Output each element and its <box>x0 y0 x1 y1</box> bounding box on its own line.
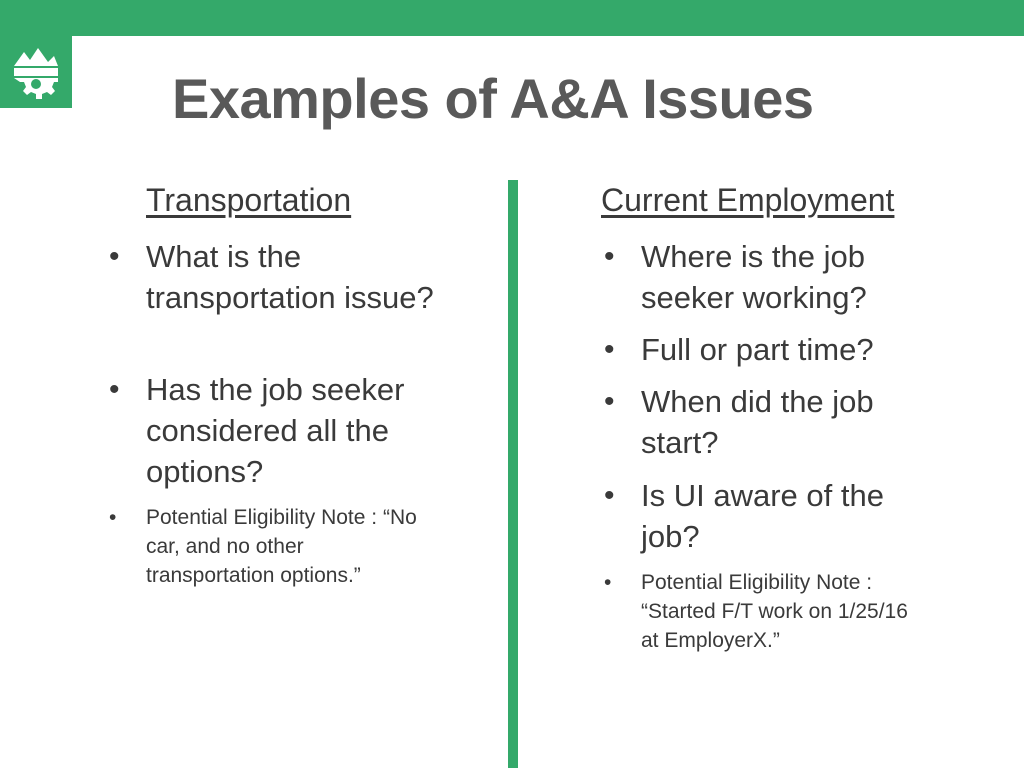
bullet-dot-icon: • <box>604 240 615 273</box>
right-bullet-1-text: Where is the job seeker working? <box>641 239 867 315</box>
right-bullet-4-text: Is UI aware of the job? <box>641 478 884 554</box>
right-bullet-3 <box>604 381 921 463</box>
right-note <box>604 568 921 655</box>
right-note-text: Potential Eligibility Note : “Started F/T work on 1/25/16 at EmployerX.” <box>641 571 908 652</box>
right-bullet-2 <box>604 329 941 370</box>
column-divider <box>508 180 518 768</box>
bullet-dot-icon: • <box>604 333 615 366</box>
bullet-dot-icon: • <box>109 506 117 529</box>
left-bullet-1-text: What is the transportation issue? <box>146 239 434 315</box>
right-bullet-3-text: When did the job start? <box>641 384 874 460</box>
bullet-dot-icon: • <box>604 385 615 418</box>
bullet-dot-icon: • <box>109 240 120 273</box>
right-bullet-1 <box>604 236 921 318</box>
bullet-dot-icon: • <box>604 571 612 594</box>
right-bullet-4 <box>604 475 931 557</box>
left-note-text: Potential Eligibility Note : “No car, and no other transportation options.” <box>146 506 417 587</box>
right-heading: Current Employment <box>601 182 895 218</box>
top-accent-bar <box>0 0 1024 36</box>
right-bullet-2-text: Full or part time? <box>641 332 874 367</box>
left-bullet-1 <box>109 236 436 318</box>
left-bullet-2-text: Has the job seeker considered all the options? <box>146 372 405 489</box>
left-bullet-2 <box>109 369 446 492</box>
page-title: Examples of A&A Issues <box>172 67 814 130</box>
mountain-gear-icon <box>10 44 62 100</box>
bullet-dot-icon: • <box>109 373 120 406</box>
bullet-dot-icon: • <box>604 479 615 512</box>
left-heading: Transportation <box>146 182 352 218</box>
left-note <box>109 503 421 590</box>
logo-box <box>0 0 72 108</box>
